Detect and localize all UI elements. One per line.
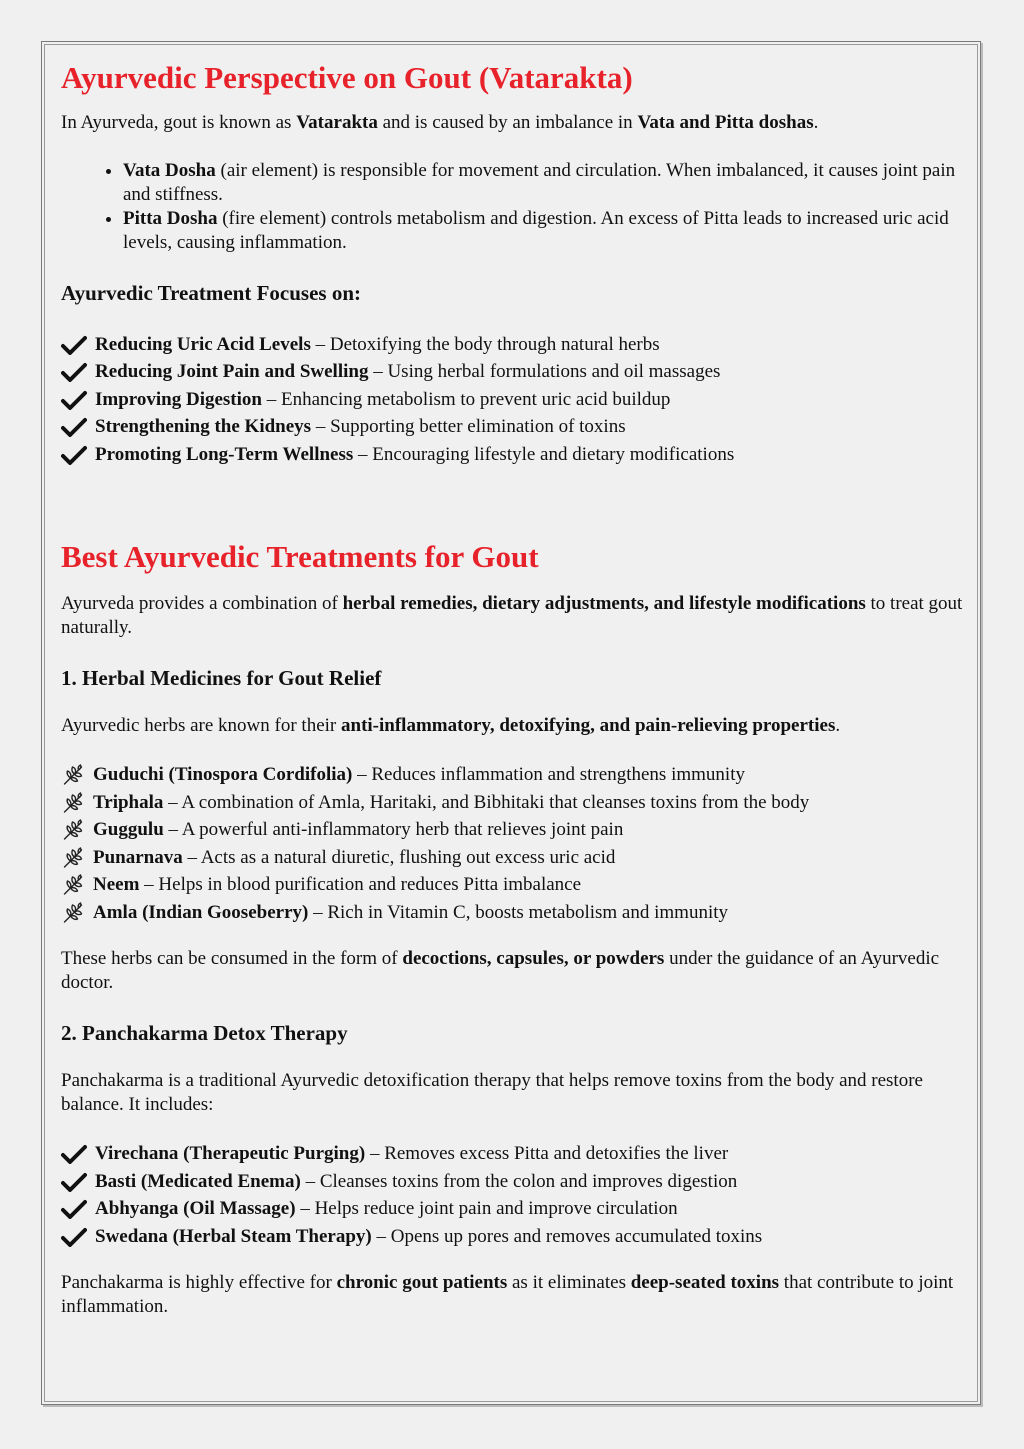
dosha-list <box>61 159 971 255</box>
bold-term: deep-seated toxins <box>630 1271 780 1293</box>
treatments-intro <box>61 592 971 640</box>
panchakarma-intro: Panchakarma is a traditional Ayurvedic detoxification therapy that helps remove toxins from the body and restore balance. It includes: <box>61 1069 923 1115</box>
herb-text: – A combination of Amla, Haritaki, and Bibhitaki that cleanses toxins from the body <box>163 791 810 813</box>
panchakarma-conclusion <box>61 1271 971 1319</box>
item-text: – Using herbal formulations and oil massages <box>368 361 721 383</box>
check-icon <box>61 362 87 382</box>
herb-list <box>61 762 971 927</box>
therapy-list <box>61 1141 971 1251</box>
therapy-name: Virechana (Therapeutic Purging) <box>95 1143 366 1165</box>
focus-list <box>61 331 971 469</box>
text: under the guidance of an Ayurvedic doctor. <box>61 947 940 993</box>
list-item <box>61 359 971 387</box>
list-item <box>61 1223 971 1251</box>
list-item <box>61 414 971 442</box>
section-title-treatments: Best Ayurvedic Treatments for Gout <box>61 538 539 574</box>
text: These herbs can be consumed in the form of <box>61 947 403 969</box>
bold-term: decoctions, capsules, or powders <box>402 947 665 969</box>
text: . <box>835 714 841 736</box>
check-icon <box>61 417 87 437</box>
focus-heading: Ayurvedic Treatment Focuses on: <box>61 281 361 305</box>
item-text: – Encouraging lifestyle and dietary modifications <box>353 443 735 465</box>
list-item <box>123 159 971 207</box>
herb-icon <box>61 846 86 870</box>
herb-name: Guduchi (Tinospora Cordifolia) <box>93 764 353 786</box>
intro-paragraph <box>61 111 971 135</box>
therapy-name: Basti (Medicated Enema) <box>95 1170 301 1192</box>
herb-name: Triphala <box>93 791 164 813</box>
herb-name: Amla (Indian Gooseberry) <box>93 901 309 923</box>
herb-text: – A powerful anti-inflammatory herb that relieves joint pain <box>163 819 624 841</box>
text: Ayurveda provides a combination of <box>61 592 343 614</box>
item-name: Improving Digestion <box>95 388 262 410</box>
item-text: – Enhancing metabolism to prevent uric acid buildup <box>261 388 671 410</box>
herbal-intro <box>61 714 971 738</box>
check-icon <box>61 1227 87 1247</box>
herbal-heading: 1. Herbal Medicines for Gout Relief <box>61 665 382 690</box>
herb-icon <box>61 901 86 925</box>
item-name: Promoting Long-Term Wellness <box>95 443 354 465</box>
text: and is caused by an imbalance in <box>377 112 638 133</box>
check-icon <box>61 1172 87 1192</box>
list-item <box>123 207 971 255</box>
bold-term: Vata and Pitta doshas <box>637 112 814 133</box>
herb-icon <box>61 818 86 842</box>
therapy-text: – Cleanses toxins from the colon and improves digestion <box>300 1170 738 1192</box>
check-icon <box>61 335 87 355</box>
therapy-text: – Helps reduce joint pain and improve circulation <box>295 1198 678 1220</box>
check-icon <box>61 445 87 465</box>
bold-term: anti-inflammatory, detoxifying, and pain-relieving properties <box>341 714 836 736</box>
text: to treat gout naturally. <box>61 592 963 638</box>
item-text: – Supporting better elimination of toxins <box>311 416 626 438</box>
herb-name: Guggulu <box>93 819 164 841</box>
list-item <box>61 844 971 872</box>
list-item <box>61 817 971 845</box>
list-item <box>61 1141 971 1169</box>
herb-icon <box>61 791 86 815</box>
herb-text: – Acts as a natural diuretic, flushing out excess uric acid <box>182 846 616 868</box>
list-item <box>61 1168 971 1196</box>
dosha-name: Vata Dosha <box>123 160 216 181</box>
dosha-name: Pitta Dosha <box>123 208 218 229</box>
therapy-text: – Opens up pores and removes accumulated toxins <box>371 1225 763 1247</box>
text: Panchakarma is highly effective for <box>61 1271 337 1293</box>
herb-text: – Rich in Vitamin C, boosts metabolism and immunity <box>308 901 728 923</box>
list-item <box>61 899 971 927</box>
herb-name: Punarnava <box>93 846 183 868</box>
check-icon <box>61 1144 87 1164</box>
text: . <box>813 112 819 133</box>
list-item <box>61 441 971 469</box>
item-name: Strengthening the Kidneys <box>95 416 312 438</box>
list-item <box>61 1196 971 1224</box>
item-text: – Detoxifying the body through natural herbs <box>310 333 660 355</box>
item-name: Reducing Uric Acid Levels <box>95 333 311 355</box>
panchakarma-heading: 2. Panchakarma Detox Therapy <box>61 1020 348 1045</box>
text: that contribute to joint inflammation. <box>61 1271 954 1317</box>
document-content <box>61 58 971 1319</box>
bold-term: herbal remedies, dietary adjustments, and lifestyle modifications <box>342 592 866 614</box>
list-item <box>61 762 971 790</box>
list-item <box>61 386 971 414</box>
dosha-text: (fire element) controls metabolism and digestion. An excess of Pitta leads to increased uric acid levels, causing inflammation. <box>123 208 949 253</box>
check-icon <box>61 1199 87 1219</box>
text: In Ayurveda, gout is known as <box>61 112 297 133</box>
list-item <box>61 789 971 817</box>
list-item <box>61 872 971 900</box>
list-item <box>61 331 971 359</box>
herb-text: – Helps in blood purification and reduces Pitta imbalance <box>139 874 582 896</box>
herb-text: – Reduces inflammation and strengthens immunity <box>352 764 745 786</box>
herbs-note <box>61 947 971 995</box>
herb-name: Neem <box>93 874 140 896</box>
item-name: Reducing Joint Pain and Swelling <box>95 361 369 383</box>
dosha-text: (air element) is responsible for movement and circulation. When imbalanced, it causes joint pain and stiffness. <box>123 160 956 205</box>
therapy-name: Abhyanga (Oil Massage) <box>95 1198 296 1220</box>
therapy-text: – Removes excess Pitta and detoxifies the liver <box>365 1143 729 1165</box>
section-title-perspective: Ayurvedic Perspective on Gout (Vatarakta) <box>61 60 633 95</box>
bold-term: Vatarakta <box>296 112 378 133</box>
therapy-name: Swedana (Herbal Steam Therapy) <box>95 1225 372 1247</box>
bold-term: chronic gout patients <box>336 1271 508 1293</box>
check-icon <box>61 390 87 410</box>
herb-icon <box>61 763 86 787</box>
text: as it eliminates <box>507 1271 631 1293</box>
text: Ayurvedic herbs are known for their <box>61 714 341 736</box>
herb-icon <box>61 873 86 897</box>
